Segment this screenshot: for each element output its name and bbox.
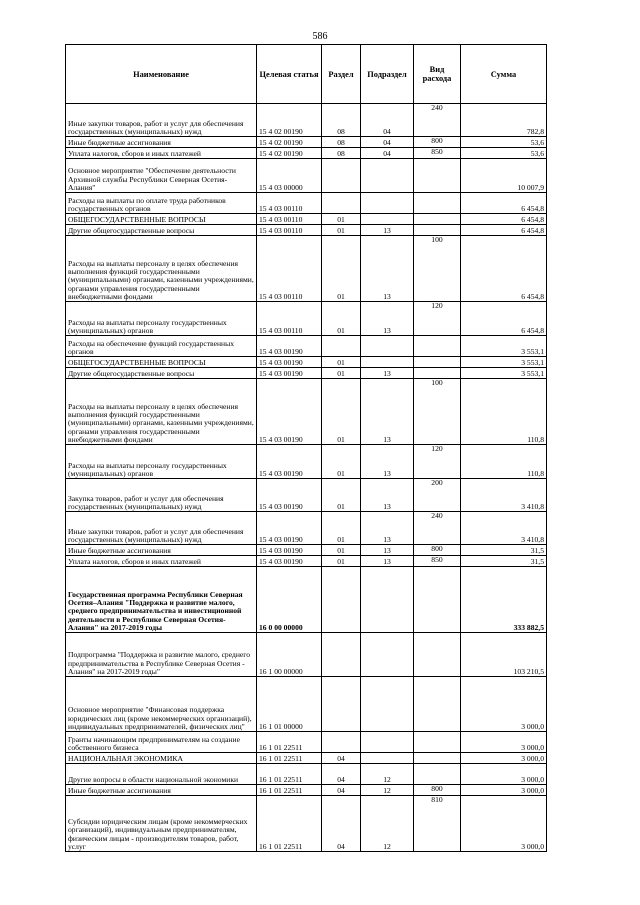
table-row (66, 556, 547, 567)
cell-section: 04 (322, 785, 361, 796)
cell-subsection: 13 (361, 236, 414, 302)
cell-target: 15 4 03 00190 (257, 479, 322, 512)
cell-section: 01 (322, 445, 361, 479)
cell-target: 15 4 03 00110 (257, 214, 322, 225)
cell-expense-type: 240 (414, 512, 461, 545)
cell-section: 01 (322, 512, 361, 545)
cell-section: 08 (322, 137, 361, 148)
cell-amount: 3 553,1 (461, 357, 547, 368)
table-row (66, 567, 547, 633)
cell-subsection (361, 753, 414, 764)
cell-subsection (361, 567, 414, 633)
cell-subsection (361, 214, 414, 225)
cell-name: Уплата налогов, сборов и иных платежей (66, 556, 257, 567)
cell-amount: 3 000,0 (461, 732, 547, 753)
table-row (66, 159, 547, 193)
header-section: Раздел (322, 45, 361, 104)
cell-amount: 3 553,1 (461, 336, 547, 357)
cell-amount: 31,5 (461, 545, 547, 556)
cell-name: Иные бюджетные ассигнования (66, 545, 257, 556)
cell-subsection: 04 (361, 104, 414, 137)
cell-subsection: 13 (361, 512, 414, 545)
table-row (66, 445, 547, 479)
cell-amount: 53,6 (461, 148, 547, 159)
cell-target: 16 1 01 22511 (257, 796, 322, 852)
cell-section: 01 (322, 225, 361, 236)
cell-target: 15 4 03 00190 (257, 445, 322, 479)
cell-amount: 6 454,8 (461, 236, 547, 302)
cell-target: 16 1 01 22511 (257, 764, 322, 785)
cell-name: Другие общегосударственные вопросы (66, 225, 257, 236)
cell-expense-type: 850 (414, 556, 461, 567)
cell-subsection: 04 (361, 137, 414, 148)
table-row (66, 368, 547, 379)
cell-name: Подпрограмма "Поддержка и развитие малого, среднего предпринимательства в Республике Северная Осетия - Алания" на 2017-2019 годы" (66, 633, 257, 677)
cell-section (322, 336, 361, 357)
cell-amount: 3 410,8 (461, 479, 547, 512)
cell-expense-type (414, 357, 461, 368)
cell-expense-type (414, 677, 461, 732)
cell-expense-type: 100 (414, 236, 461, 302)
cell-amount: 53,6 (461, 137, 547, 148)
table-header-row (66, 45, 547, 104)
cell-subsection: 13 (361, 479, 414, 512)
table-row (66, 302, 547, 336)
table-row (66, 785, 547, 796)
cell-name: Основное мероприятие "Финансовая поддержка юридических лиц (кроме некоммерческих организаций), индивидуальных предпринимателей, физических лиц" (66, 677, 257, 732)
cell-name: Иные бюджетные ассигнования (66, 137, 257, 148)
cell-target: 15 4 03 00110 (257, 225, 322, 236)
cell-target: 15 4 03 00190 (257, 556, 322, 567)
cell-name: Иные закупки товаров, работ и услуг для обеспечения государственных (муниципальных) нужд (66, 104, 257, 137)
cell-subsection: 13 (361, 545, 414, 556)
cell-expense-type: 120 (414, 302, 461, 336)
cell-expense-type: 810 (414, 796, 461, 852)
cell-section: 08 (322, 148, 361, 159)
cell-subsection: 12 (361, 785, 414, 796)
cell-expense-type (414, 567, 461, 633)
cell-target: 16 1 01 00000 (257, 677, 322, 732)
cell-target: 15 4 03 00190 (257, 379, 322, 445)
cell-subsection: 13 (361, 445, 414, 479)
table-row (66, 336, 547, 357)
cell-section: 04 (322, 753, 361, 764)
cell-target: 15 4 03 00110 (257, 193, 322, 214)
cell-subsection: 13 (361, 302, 414, 336)
cell-expense-type (414, 225, 461, 236)
cell-target: 15 4 03 00190 (257, 512, 322, 545)
cell-section: 04 (322, 796, 361, 852)
cell-amount: 3 000,0 (461, 796, 547, 852)
cell-name: Расходы на выплаты персоналу в целях обеспечения выполнения функций государственными (муниципальными) органами, казенными учреждениями, органами управления государственными внебюджетными фондами (66, 236, 257, 302)
cell-target: 15 4 02 00190 (257, 148, 322, 159)
cell-name: Основное мероприятие "Обеспечение деятельности Архивной службы Республики Северная Осетия-Алания" (66, 159, 257, 193)
cell-expense-type (414, 368, 461, 379)
cell-subsection: 13 (361, 225, 414, 236)
cell-expense-type: 800 (414, 545, 461, 556)
cell-expense-type (414, 753, 461, 764)
cell-amount: 6 454,8 (461, 302, 547, 336)
table-row (66, 148, 547, 159)
cell-section: 01 (322, 379, 361, 445)
cell-amount: 31,5 (461, 556, 547, 567)
cell-expense-type: 120 (414, 445, 461, 479)
cell-subsection (361, 159, 414, 193)
cell-section: 01 (322, 479, 361, 512)
cell-expense-type: 800 (414, 785, 461, 796)
cell-name: Субсидии юридическим лицам (кроме некоммерческих организаций), индивидуальным предпринимателям, физическим лицам - производителям товаров, работ, услуг (66, 796, 257, 852)
cell-expense-type: 850 (414, 148, 461, 159)
cell-target: 15 4 03 00110 (257, 302, 322, 336)
cell-section (322, 633, 361, 677)
cell-subsection: 12 (361, 764, 414, 785)
page-number: 586 (312, 31, 328, 42)
cell-section (322, 567, 361, 633)
cell-subsection (361, 677, 414, 732)
cell-target: 16 1 00 00000 (257, 633, 322, 677)
header-target: Целевая статья (257, 45, 322, 104)
header-expense-type: Вид расхода (414, 45, 461, 104)
cell-subsection: 04 (361, 148, 414, 159)
cell-target: 15 4 03 00000 (257, 159, 322, 193)
cell-expense-type: 100 (414, 379, 461, 445)
table-row (66, 545, 547, 556)
table-row (66, 677, 547, 732)
cell-amount: 10 007,9 (461, 159, 547, 193)
cell-name: Расходы на выплаты персоналу государственных (муниципальных) органов (66, 302, 257, 336)
cell-section (322, 677, 361, 732)
cell-name: Уплата налогов, сборов и иных платежей (66, 148, 257, 159)
cell-section (322, 193, 361, 214)
header-subsection: Подраздел (361, 45, 414, 104)
cell-subsection: 12 (361, 796, 414, 852)
table-row (66, 104, 547, 137)
table-row (66, 512, 547, 545)
cell-expense-type (414, 193, 461, 214)
cell-name: НАЦИОНАЛЬНАЯ ЭКОНОМИКА (66, 753, 257, 764)
cell-name: Расходы на выплаты персоналу в целях обеспечения выполнения функций государственными (муниципальными) органами, казенными учреждениями, органами управления государственными внебюджетными фондами (66, 379, 257, 445)
cell-subsection (361, 732, 414, 753)
cell-amount: 6 454,8 (461, 214, 547, 225)
cell-target: 16 1 01 22511 (257, 753, 322, 764)
cell-amount: 3 000,0 (461, 753, 547, 764)
cell-amount: 333 882,5 (461, 567, 547, 633)
cell-name: Государственная программа Республики Северная Осетия–Алания "Поддержка и развитие малого, среднего предпринимательства и инвестиционной деятельности в Республике Северная Осетия-Алания" на 2017-2019 годы (66, 567, 257, 633)
cell-name: Закупка товаров, работ и услуг для обеспечения государственных (муниципальных) нужд (66, 479, 257, 512)
cell-amount: 3 553,1 (461, 368, 547, 379)
cell-target: 16 1 01 22511 (257, 785, 322, 796)
cell-expense-type (414, 764, 461, 785)
table-row (66, 796, 547, 852)
cell-name: Иные бюджетные ассигнования (66, 785, 257, 796)
cell-amount: 3 410,8 (461, 512, 547, 545)
cell-section: 01 (322, 236, 361, 302)
table-row (66, 225, 547, 236)
cell-target: 15 4 03 00190 (257, 336, 322, 357)
cell-amount: 103 210,5 (461, 633, 547, 677)
cell-subsection (361, 357, 414, 368)
cell-target: 15 4 03 00190 (257, 357, 322, 368)
cell-amount: 3 000,0 (461, 785, 547, 796)
cell-section: 01 (322, 368, 361, 379)
cell-section: 01 (322, 214, 361, 225)
cell-target: 15 4 03 00190 (257, 368, 322, 379)
budget-table (65, 44, 547, 852)
cell-section: 01 (322, 302, 361, 336)
cell-name: Иные закупки товаров, работ и услуг для обеспечения государственных (муниципальных) нужд (66, 512, 257, 545)
table-row (66, 764, 547, 785)
cell-subsection (361, 336, 414, 357)
table-body (66, 104, 547, 852)
cell-amount: 6 454,8 (461, 193, 547, 214)
cell-amount: 3 000,0 (461, 764, 547, 785)
cell-name: Расходы на выплаты по оплате труда работников государственных органов (66, 193, 257, 214)
cell-expense-type (414, 732, 461, 753)
table-row (66, 753, 547, 764)
cell-expense-type (414, 633, 461, 677)
cell-name: ОБЩЕГОСУДАРСТВЕННЫЕ ВОПРОСЫ (66, 357, 257, 368)
cell-name: ОБЩЕГОСУДАРСТВЕННЫЕ ВОПРОСЫ (66, 214, 257, 225)
cell-name: Гранты начинающим предпринимателям на создание собственного бизнеса (66, 732, 257, 753)
cell-subsection: 13 (361, 379, 414, 445)
cell-subsection (361, 633, 414, 677)
cell-subsection (361, 193, 414, 214)
header-name: Наименование (66, 45, 257, 104)
cell-target: 15 4 03 00190 (257, 545, 322, 556)
cell-amount: 6 454,8 (461, 225, 547, 236)
table-row (66, 732, 547, 753)
cell-name: Другие общегосударственные вопросы (66, 368, 257, 379)
cell-name: Расходы на выплаты персоналу государственных (муниципальных) органов (66, 445, 257, 479)
cell-name: Другие вопросы в области национальной экономики (66, 764, 257, 785)
cell-name: Расходы на обеспечение функций государственных органов (66, 336, 257, 357)
cell-expense-type: 800 (414, 137, 461, 148)
table-row (66, 479, 547, 512)
cell-subsection: 13 (361, 368, 414, 379)
table-row (66, 137, 547, 148)
cell-expense-type (414, 214, 461, 225)
cell-section: 08 (322, 104, 361, 137)
table-row (66, 214, 547, 225)
cell-target: 16 1 01 22511 (257, 732, 322, 753)
table-row (66, 633, 547, 677)
cell-amount: 110,8 (461, 379, 547, 445)
cell-target: 16 0 00 00000 (257, 567, 322, 633)
cell-expense-type (414, 336, 461, 357)
header-amount: Сумма (461, 45, 547, 104)
cell-expense-type: 200 (414, 479, 461, 512)
cell-section: 01 (322, 357, 361, 368)
cell-target: 15 4 02 00190 (257, 137, 322, 148)
cell-amount: 3 000,0 (461, 677, 547, 732)
cell-section: 04 (322, 764, 361, 785)
table-row (66, 357, 547, 368)
cell-target: 15 4 02 00190 (257, 104, 322, 137)
cell-amount: 782,8 (461, 104, 547, 137)
cell-section: 01 (322, 556, 361, 567)
table-row (66, 379, 547, 445)
table-row (66, 236, 547, 302)
cell-expense-type (414, 159, 461, 193)
cell-subsection: 13 (361, 556, 414, 567)
cell-target: 15 4 03 00110 (257, 236, 322, 302)
table-row (66, 193, 547, 214)
cell-section: 01 (322, 545, 361, 556)
cell-section (322, 732, 361, 753)
cell-amount: 110,8 (461, 445, 547, 479)
cell-expense-type: 240 (414, 104, 461, 137)
cell-section (322, 159, 361, 193)
